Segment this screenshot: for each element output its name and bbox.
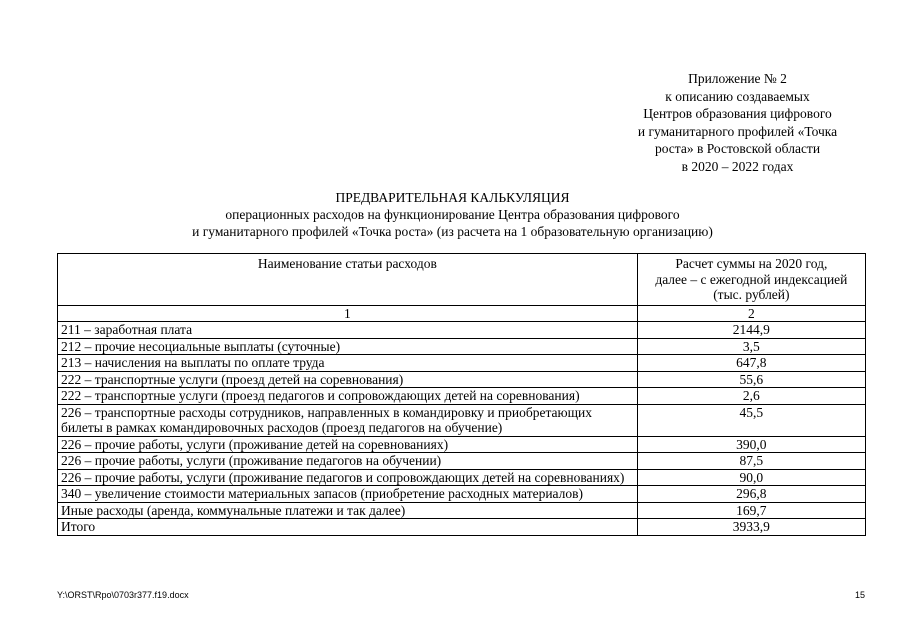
expense-amount: 2,6 bbox=[637, 388, 865, 405]
expense-name: 226 – транспортные расходы сотрудников, направленных в командировку и приобретающих билеты в рамках командировочных расходов (проезд педагогов на обучение) bbox=[58, 404, 638, 436]
expense-amount: 296,8 bbox=[637, 486, 865, 503]
table-row bbox=[58, 388, 866, 405]
document-title bbox=[0, 189, 905, 240]
appendix-line: роста» в Ростовской области bbox=[654, 141, 821, 157]
column-number: 2 bbox=[637, 305, 865, 322]
expense-amount: 87,5 bbox=[637, 453, 865, 470]
table-row bbox=[58, 436, 866, 453]
expense-name: 226 – прочие работы, услуги (проживание педагогов на обучении) bbox=[58, 453, 638, 470]
column-number: 1 bbox=[58, 305, 638, 322]
expense-amount: 169,7 bbox=[637, 502, 865, 519]
table-row bbox=[58, 338, 866, 355]
appendix-line: и гуманитарного профилей «Точка bbox=[637, 123, 838, 139]
header-amount-line: Расчет суммы на 2020 год, bbox=[675, 256, 828, 271]
expense-amount: 3,5 bbox=[637, 338, 865, 355]
expense-amount: 647,8 bbox=[637, 355, 865, 372]
table-row bbox=[58, 486, 866, 503]
expense-name: 222 – транспортные услуги (проезд детей на соревнования) bbox=[58, 371, 638, 388]
footer-file-path: Y:\ORST\Rpo\0703r377.f19.docx bbox=[57, 590, 189, 600]
table-row bbox=[58, 371, 866, 388]
page-number: 15 bbox=[855, 590, 866, 600]
table-row bbox=[58, 453, 866, 470]
expense-table bbox=[57, 253, 866, 536]
numbering-row bbox=[58, 305, 866, 322]
expense-name: 213 – начисления на выплаты по оплате труда bbox=[58, 355, 638, 372]
table-row bbox=[58, 404, 866, 436]
expense-amount: 55,6 bbox=[637, 371, 865, 388]
expense-name: 211 – заработная плата bbox=[58, 322, 638, 339]
expense-name: Иные расходы (аренда, коммунальные платежи и так далее) bbox=[58, 502, 638, 519]
table-row bbox=[58, 502, 866, 519]
table-row bbox=[58, 355, 866, 372]
expense-amount: 45,5 bbox=[637, 404, 865, 436]
expense-name: 340 – увеличение стоимости материальных запасов (приобретение расходных материалов) bbox=[58, 486, 638, 503]
header-expense-name: Наименование статьи расходов bbox=[58, 254, 638, 306]
title-heading: ПРЕДВАРИТЕЛЬНАЯ КАЛЬКУЛЯЦИЯ bbox=[335, 190, 570, 205]
expense-amount: 2144,9 bbox=[637, 322, 865, 339]
expense-amount: 90,0 bbox=[637, 469, 865, 486]
title-subtitle-line: операционных расходов на функционирование Центра образования цифрового bbox=[225, 207, 680, 222]
title-subtitle-line: и гуманитарного профилей «Точка роста» (из расчета на 1 образовательную организацию) bbox=[192, 224, 713, 239]
total-row bbox=[58, 519, 866, 536]
appendix-line: Приложение № 2 bbox=[688, 71, 787, 86]
appendix-block bbox=[610, 70, 865, 176]
expense-amount: 390,0 bbox=[637, 436, 865, 453]
expense-name: 222 – транспортные услуги (проезд педагогов и сопровождающих детей на соревнования) bbox=[58, 388, 638, 405]
appendix-line: к описанию создаваемых bbox=[665, 88, 810, 104]
table-header-row bbox=[58, 254, 866, 306]
table-row bbox=[58, 469, 866, 486]
header-amount bbox=[637, 254, 865, 306]
header-amount-line: далее – с ежегодной индексацией bbox=[655, 271, 848, 287]
header-amount-line: (тыс. рублей) bbox=[713, 287, 790, 302]
expense-name: 226 – прочие работы, услуги (проживание детей на соревнованиях) bbox=[58, 436, 638, 453]
total-label: Итого bbox=[58, 519, 638, 536]
appendix-line: в 2020 – 2022 годах bbox=[681, 158, 794, 174]
expense-name: 226 – прочие работы, услуги (проживание педагогов и сопровождающих детей на соревнованиях) bbox=[58, 469, 638, 486]
total-amount: 3933,9 bbox=[637, 519, 865, 536]
expense-name: 212 – прочие несоциальные выплаты (суточные) bbox=[58, 338, 638, 355]
table-row bbox=[58, 322, 866, 339]
appendix-line: Центров образования цифрового bbox=[643, 106, 832, 122]
